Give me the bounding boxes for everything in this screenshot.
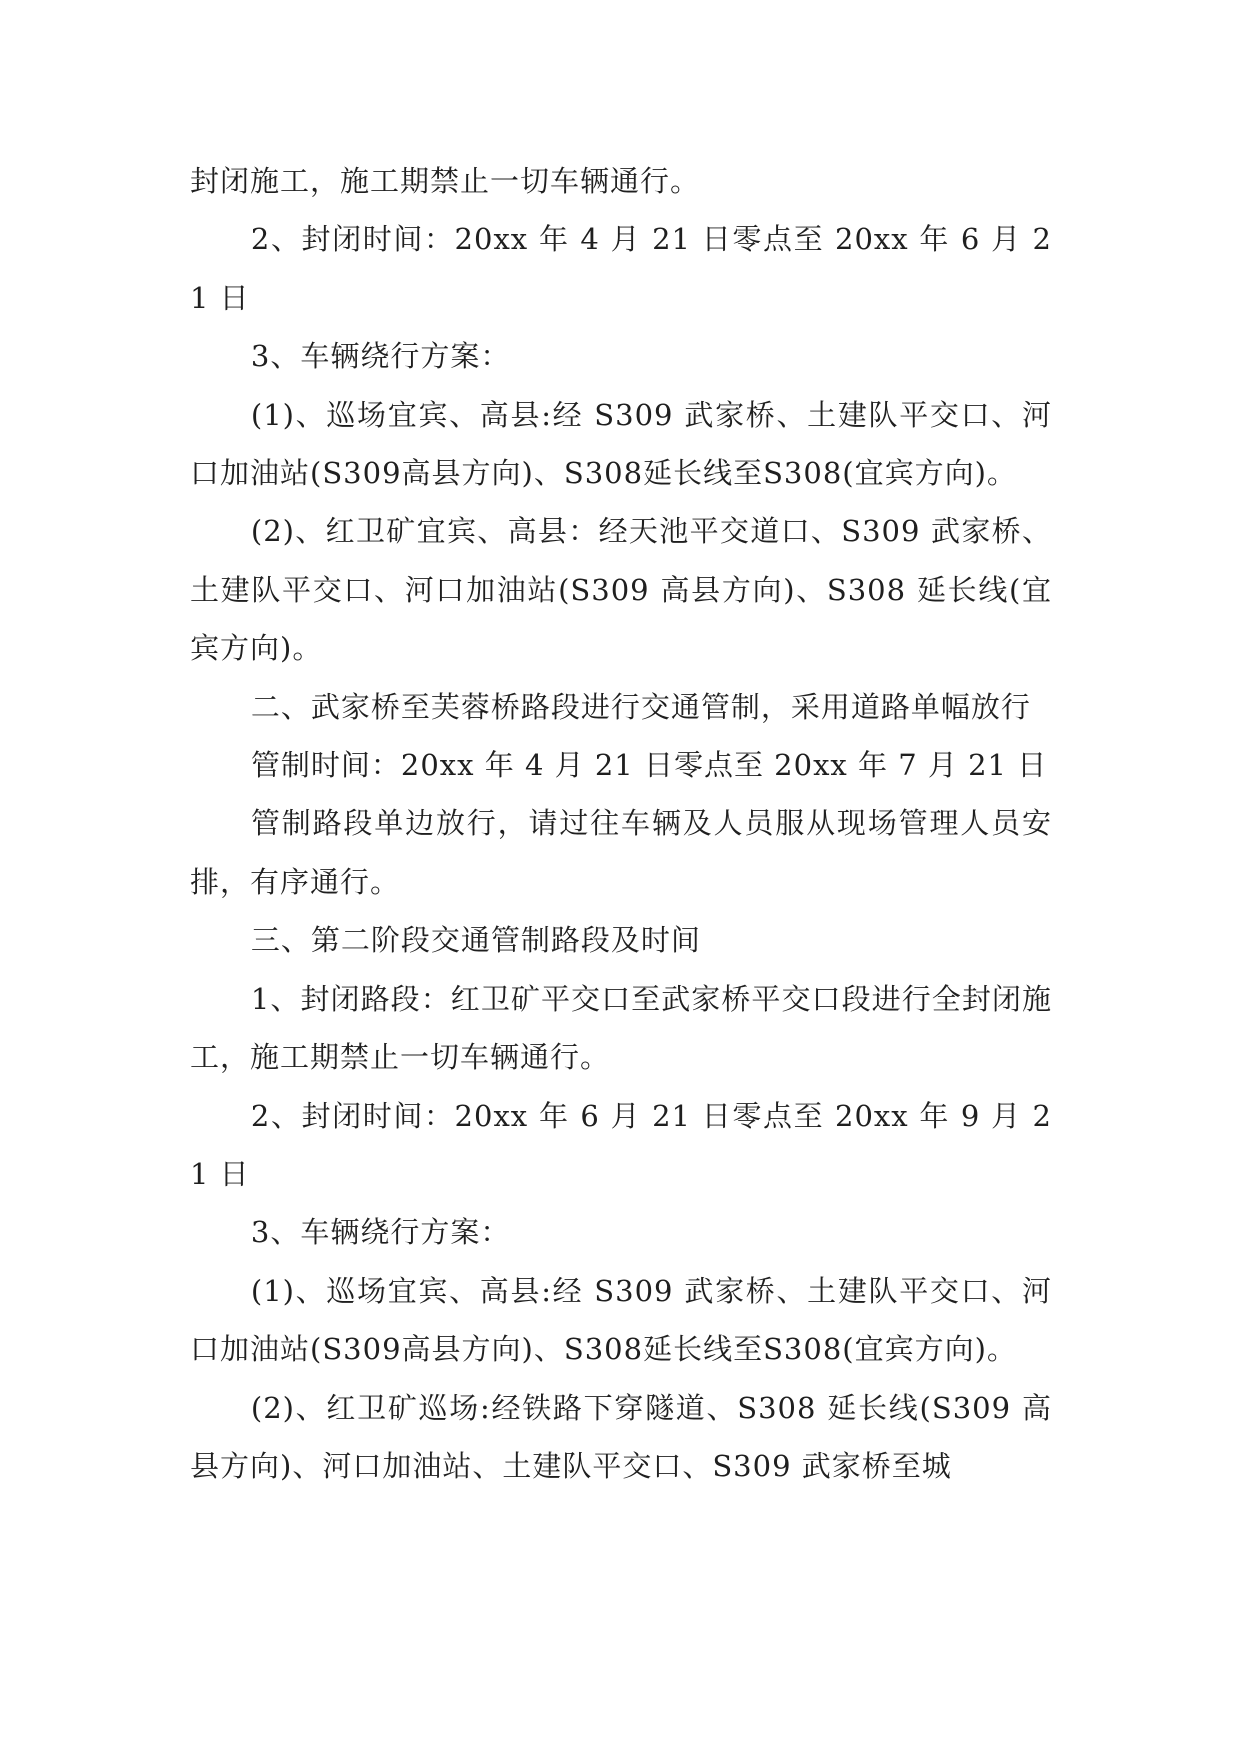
section-heading: 三、第二阶段交通管制路段及时间 xyxy=(250,923,701,958)
document-body xyxy=(190,152,1052,1495)
paragraph: 管制时间：20xx 年 4 月 21 日零点至 20xx 年 7 月 21 日 xyxy=(250,748,1048,783)
paragraph: (2)、红卫矿宜宾、高县：经天池平交道口、S309 武家桥、土建队平交口、河口加油站(S309 高县方向)、S308 延长线(宜宾方向)。 xyxy=(190,514,1052,666)
paragraph: 3、车辆绕行方案： xyxy=(250,339,511,374)
paragraph: 管制路段单边放行，请过往车辆及人员服从现场管理人员安排，有序通行。 xyxy=(190,806,1052,899)
paragraph: 1、封闭路段：红卫矿平交口至武家桥平交口段进行全封闭施工，施工期禁止一切车辆通行。 xyxy=(190,981,1052,1075)
paragraph: 3、车辆绕行方案： xyxy=(250,1215,511,1250)
paragraph: (1)、巡场宜宾、高县:经 S309 武家桥、土建队平交口、河口加油站(S309高县方向)、S308延长线至S308(宜宾方向)。 xyxy=(190,397,1052,491)
paragraph: 2、封闭时间：20xx 年 6 月 21 日零点至 20xx 年 9 月 21 日 xyxy=(190,1098,1052,1191)
section-heading: 二、武家桥至芙蓉桥路段进行交通管制，采用道路单幅放行 xyxy=(250,689,1031,724)
paragraph: (2)、红卫矿巡场:经铁路下穿隧道、S308 延长线(S309 高县方向)、河口加油站、土建队平交口、S309 武家桥至城 xyxy=(190,1390,1052,1483)
paragraph: 封闭施工，施工期禁止一切车辆通行。 xyxy=(190,164,701,198)
paragraph: 2、封闭时间：20xx 年 4 月 21 日零点至 20xx 年 6 月 21 日 xyxy=(190,222,1052,315)
paragraph: (1)、巡场宜宾、高县:经 S309 武家桥、土建队平交口、河口加油站(S309高县方向)、S308延长线至S308(宜宾方向)。 xyxy=(190,1273,1052,1367)
